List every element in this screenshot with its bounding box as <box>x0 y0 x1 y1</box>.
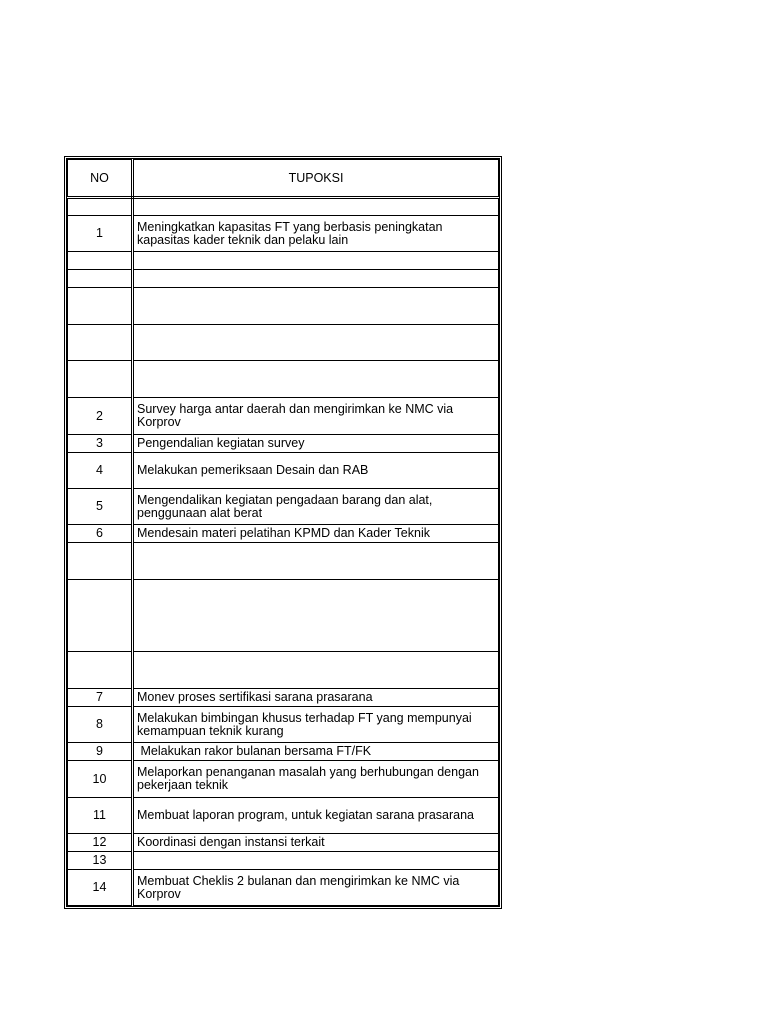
row-text <box>133 580 499 652</box>
row-text <box>133 361 499 398</box>
row-no: 4 <box>68 453 133 489</box>
row-text <box>133 288 499 325</box>
table-row <box>68 870 499 906</box>
row-text: Melakukan pemeriksaan Desain dan RAB <box>133 453 499 489</box>
row-no <box>68 288 133 325</box>
table-row <box>68 525 499 543</box>
row-no <box>68 361 133 398</box>
table-row <box>68 198 499 216</box>
table-row <box>68 489 499 525</box>
row-text <box>133 852 499 870</box>
row-no <box>68 580 133 652</box>
row-text: Meningkatkan kapasitas FT yang berbasis peningkatan kapasitas kader teknik dan pelaku lain <box>133 216 499 252</box>
table-row <box>68 707 499 743</box>
row-no: 8 <box>68 707 133 743</box>
row-no: 9 <box>68 743 133 761</box>
table-row <box>68 761 499 798</box>
table-row <box>68 743 499 761</box>
row-text: Melakukan rakor bulanan bersama FT/FK <box>133 743 499 761</box>
table-row <box>68 543 499 580</box>
row-no: 10 <box>68 761 133 798</box>
table-row <box>68 435 499 453</box>
table-row <box>68 689 499 707</box>
header-no: NO <box>68 160 133 198</box>
row-no: 2 <box>68 398 133 435</box>
row-no <box>68 270 133 288</box>
tupoksi-table-frame <box>64 156 502 909</box>
row-no <box>68 652 133 689</box>
row-no <box>68 198 133 216</box>
table-row <box>68 288 499 325</box>
table-row <box>68 453 499 489</box>
row-text <box>133 252 499 270</box>
table-row <box>68 580 499 652</box>
row-no: 7 <box>68 689 133 707</box>
table-row <box>68 216 499 252</box>
header-tupoksi: TUPOKSI <box>133 160 499 198</box>
row-text: Koordinasi dengan instansi terkait <box>133 834 499 852</box>
row-text: Mengendalikan kegiatan pengadaan barang dan alat, penggunaan alat berat <box>133 489 499 525</box>
row-text: Mendesain materi pelatihan KPMD dan Kader Teknik <box>133 525 499 543</box>
row-text: Membuat laporan program, untuk kegiatan sarana prasarana <box>133 798 499 834</box>
row-text <box>133 652 499 689</box>
row-no <box>68 543 133 580</box>
row-text: Monev proses sertifikasi sarana prasarana <box>133 689 499 707</box>
row-no: 12 <box>68 834 133 852</box>
table-row <box>68 852 499 870</box>
row-no: 13 <box>68 852 133 870</box>
row-no: 6 <box>68 525 133 543</box>
row-no: 11 <box>68 798 133 834</box>
table-row <box>68 798 499 834</box>
row-text: Membuat Cheklis 2 bulanan dan mengirimkan ke NMC via Korprov <box>133 870 499 906</box>
row-no: 5 <box>68 489 133 525</box>
row-text: Melakukan bimbingan khusus terhadap FT yang mempunyai kemampuan teknik kurang <box>133 707 499 743</box>
table-row <box>68 834 499 852</box>
tupoksi-table <box>67 159 499 906</box>
row-text <box>133 325 499 361</box>
table-header-row <box>68 160 499 198</box>
row-text: Pengendalian kegiatan survey <box>133 435 499 453</box>
row-text <box>133 543 499 580</box>
table-row <box>68 652 499 689</box>
row-text <box>133 198 499 216</box>
table-row <box>68 361 499 398</box>
row-no: 1 <box>68 216 133 252</box>
row-text <box>133 270 499 288</box>
table-row <box>68 325 499 361</box>
row-no <box>68 325 133 361</box>
table-row <box>68 270 499 288</box>
row-text: Survey harga antar daerah dan mengirimkan ke NMC via Korprov <box>133 398 499 435</box>
row-no: 14 <box>68 870 133 906</box>
row-text: Melaporkan penanganan masalah yang berhubungan dengan pekerjaan teknik <box>133 761 499 798</box>
row-no: 3 <box>68 435 133 453</box>
row-no <box>68 252 133 270</box>
table-row <box>68 398 499 435</box>
table-row <box>68 252 499 270</box>
